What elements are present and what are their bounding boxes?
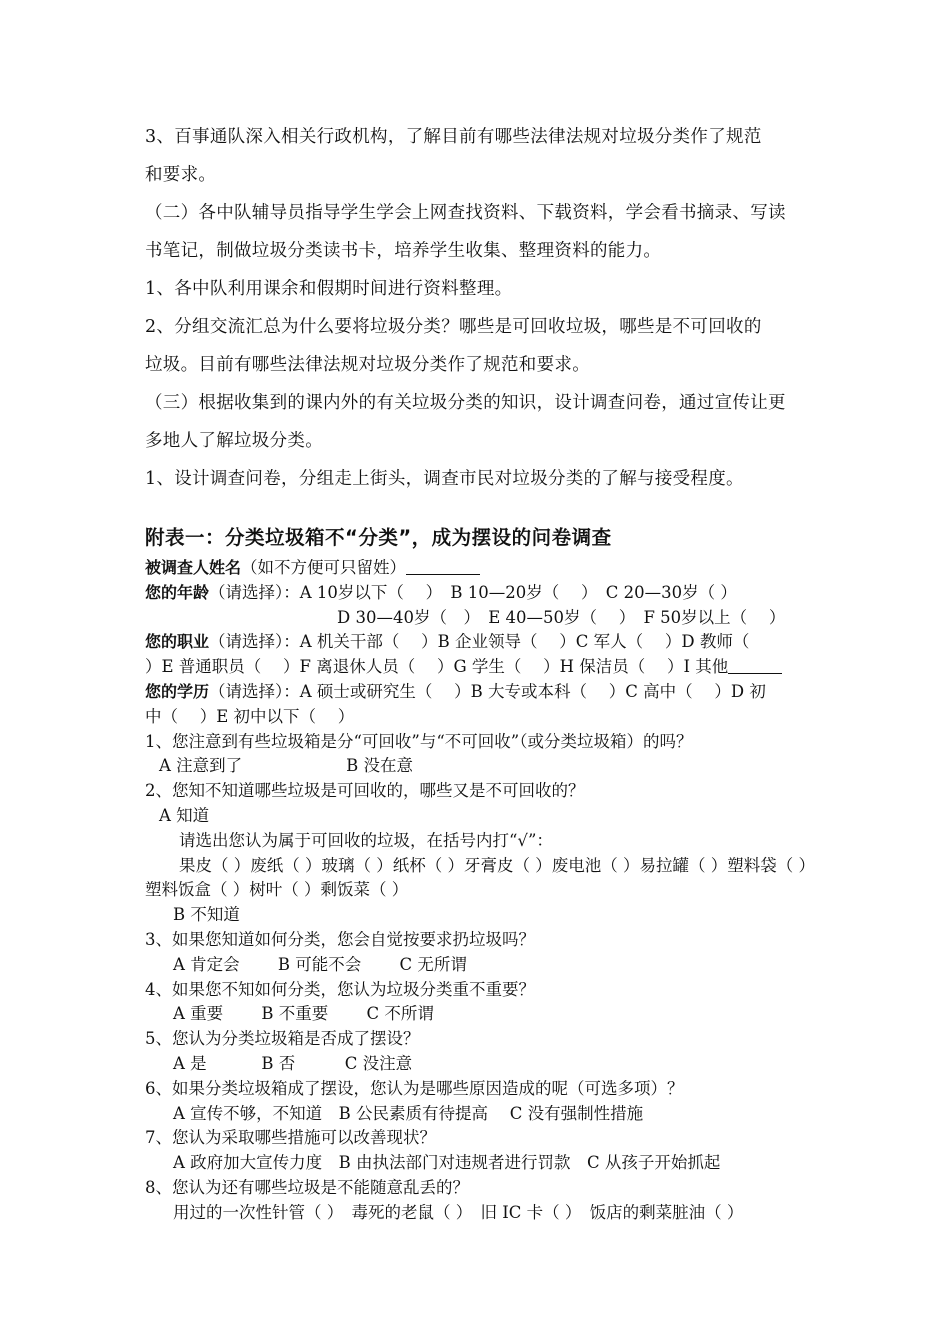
edu-options-cont: 中（ ）E 初中以下（ ） bbox=[145, 706, 355, 726]
name-label: 被调查人姓名 bbox=[145, 558, 242, 577]
age-options: （请选择）：A 10岁以下（ ） B 10—20岁（ ） C 20—30岁（ ） bbox=[209, 582, 737, 602]
question-8: 8、您认为还有哪些垃圾是不能随意乱丢的？ bbox=[145, 1177, 469, 1197]
body-line: （二）各中队辅导员指导学生学会上网查找资料、下载资料，学会看书摘录、写读 bbox=[145, 203, 786, 223]
job-options-cont: ）E 普通职员（ ）F 离退休人员（ ）G 学生（ ）H 保洁员（ ）I 其他 bbox=[145, 657, 729, 677]
name-hint: （如不方便可只留姓） bbox=[241, 558, 407, 577]
body-line: 3、百事通队深入相关行政机构，了解目前有哪些法律法规对垃圾分类作了规范 bbox=[145, 127, 762, 147]
question-1: 1、您注意到有些垃圾箱是分“可回收”与“不可回收”（或分类垃圾箱）的吗？ bbox=[145, 731, 693, 751]
job-line bbox=[145, 630, 813, 655]
edu-options: （请选择）：A 硕士或研究生（ ）B 大专或本科（ ）C 高中（ ）D 初 bbox=[209, 681, 766, 701]
q1-option-b[interactable]: B 没在意 bbox=[346, 756, 414, 776]
q2-option-b[interactable]: B 不知道 bbox=[173, 905, 240, 925]
question-4: 4、如果您不知如何分类，您认为垃圾分类重不重要？ bbox=[145, 979, 535, 999]
body-line: （三）根据收集到的课内外的有关垃圾分类的知识，设计调查问卷，通过宣传让更 bbox=[145, 393, 786, 413]
q2-instruction: 请选出您认为属于可回收的垃圾，在括号内打“√”： bbox=[179, 830, 553, 850]
age-label: 您的年龄 bbox=[145, 582, 210, 602]
q2-items-cont[interactable]: 塑料饭盒（ ）树叶（ ）剩饭菜（ ） bbox=[145, 880, 409, 900]
edu-line bbox=[145, 680, 813, 705]
body-line: 1、设计调查问卷，分组走上街头，调查市民对垃圾分类的了解与接受程度。 bbox=[145, 469, 744, 489]
question-7: 7、您认为采取哪些措施可以改善现状？ bbox=[145, 1128, 436, 1148]
job-line-cont bbox=[145, 655, 813, 680]
body-line: 垃圾。目前有哪些法律法规对垃圾分类作了规范和要求。 bbox=[145, 355, 590, 375]
q8-options[interactable]: 用过的一次性针管（ ） 毒死的老鼠（ ） 旧 IC 卡（ ） 饭店的剩菜脏油（ ） bbox=[173, 1202, 744, 1222]
other-job-blank[interactable] bbox=[728, 657, 782, 674]
q2-items[interactable]: 果皮（ ）废纸（ ）玻璃（ ）纸杯（ ）牙膏皮（ ）废电池（ ）易拉罐（ ）塑料袋（ ） bbox=[179, 855, 815, 875]
question-5: 5、您认为分类垃圾箱是否成了摆设？ bbox=[145, 1029, 420, 1049]
name-blank[interactable] bbox=[406, 558, 480, 575]
q5-options[interactable]: A 是 B 否 C 没注意 bbox=[173, 1053, 413, 1073]
question-2: 2、您知不知道哪些垃圾是可回收的，哪些又是不可回收的？ bbox=[145, 781, 585, 801]
age-options-cont: D 30—40岁（ ） E 40—50岁（ ） F 50岁以上（ ） bbox=[337, 607, 786, 627]
age-line bbox=[145, 581, 813, 606]
edu-label: 您的学历 bbox=[145, 681, 210, 701]
job-options: （请选择）：A 机关干部（ ）B 企业领导（ ）C 军人（ ）D 教师（ bbox=[209, 632, 750, 652]
q7-options[interactable]: A 政府加大宣传力度 B 由执法部门对违规者进行罚款 C 从孩子开始抓起 bbox=[173, 1153, 721, 1173]
body-line: 2、分组交流汇总为什么要将垃圾分类？哪些是可回收垃圾，哪些是不可回收的 bbox=[145, 317, 762, 337]
question-1-options bbox=[145, 754, 813, 779]
q1-option-a[interactable]: A 注意到了 bbox=[159, 756, 243, 776]
body-line: 1、各中队利用课余和假期时间进行资料整理。 bbox=[145, 279, 513, 299]
body-line: 和要求。 bbox=[145, 165, 217, 185]
respondent-name-line bbox=[145, 556, 813, 581]
question-3: 3、如果您知道如何分类，您会自觉按要求扔垃圾吗？ bbox=[145, 929, 535, 949]
q6-options[interactable]: A 宣传不够，不知道 B 公民素质有待提高 C 没有强制性措施 bbox=[173, 1103, 644, 1123]
q3-options[interactable]: A 肯定会 B 可能不会 C 无所谓 bbox=[173, 954, 467, 974]
document-page bbox=[145, 118, 813, 1226]
question-6: 6、如果分类垃圾箱成了摆设，您认为是哪些原因造成的呢（可选多项）？ bbox=[145, 1078, 684, 1098]
job-label: 您的职业 bbox=[145, 632, 210, 652]
survey-title: 附表一：分类垃圾箱不“分类”，成为摆设的问卷调查 bbox=[145, 526, 612, 549]
q4-options[interactable]: A 重要 B 不重要 C 不所谓 bbox=[173, 1004, 434, 1024]
body-line: 书笔记，制做垃圾分类读书卡，培养学生收集、整理资料的能力。 bbox=[145, 241, 662, 261]
q2-option-a[interactable]: A 知道 bbox=[159, 805, 210, 825]
body-line: 多地人了解垃圾分类。 bbox=[145, 431, 323, 451]
